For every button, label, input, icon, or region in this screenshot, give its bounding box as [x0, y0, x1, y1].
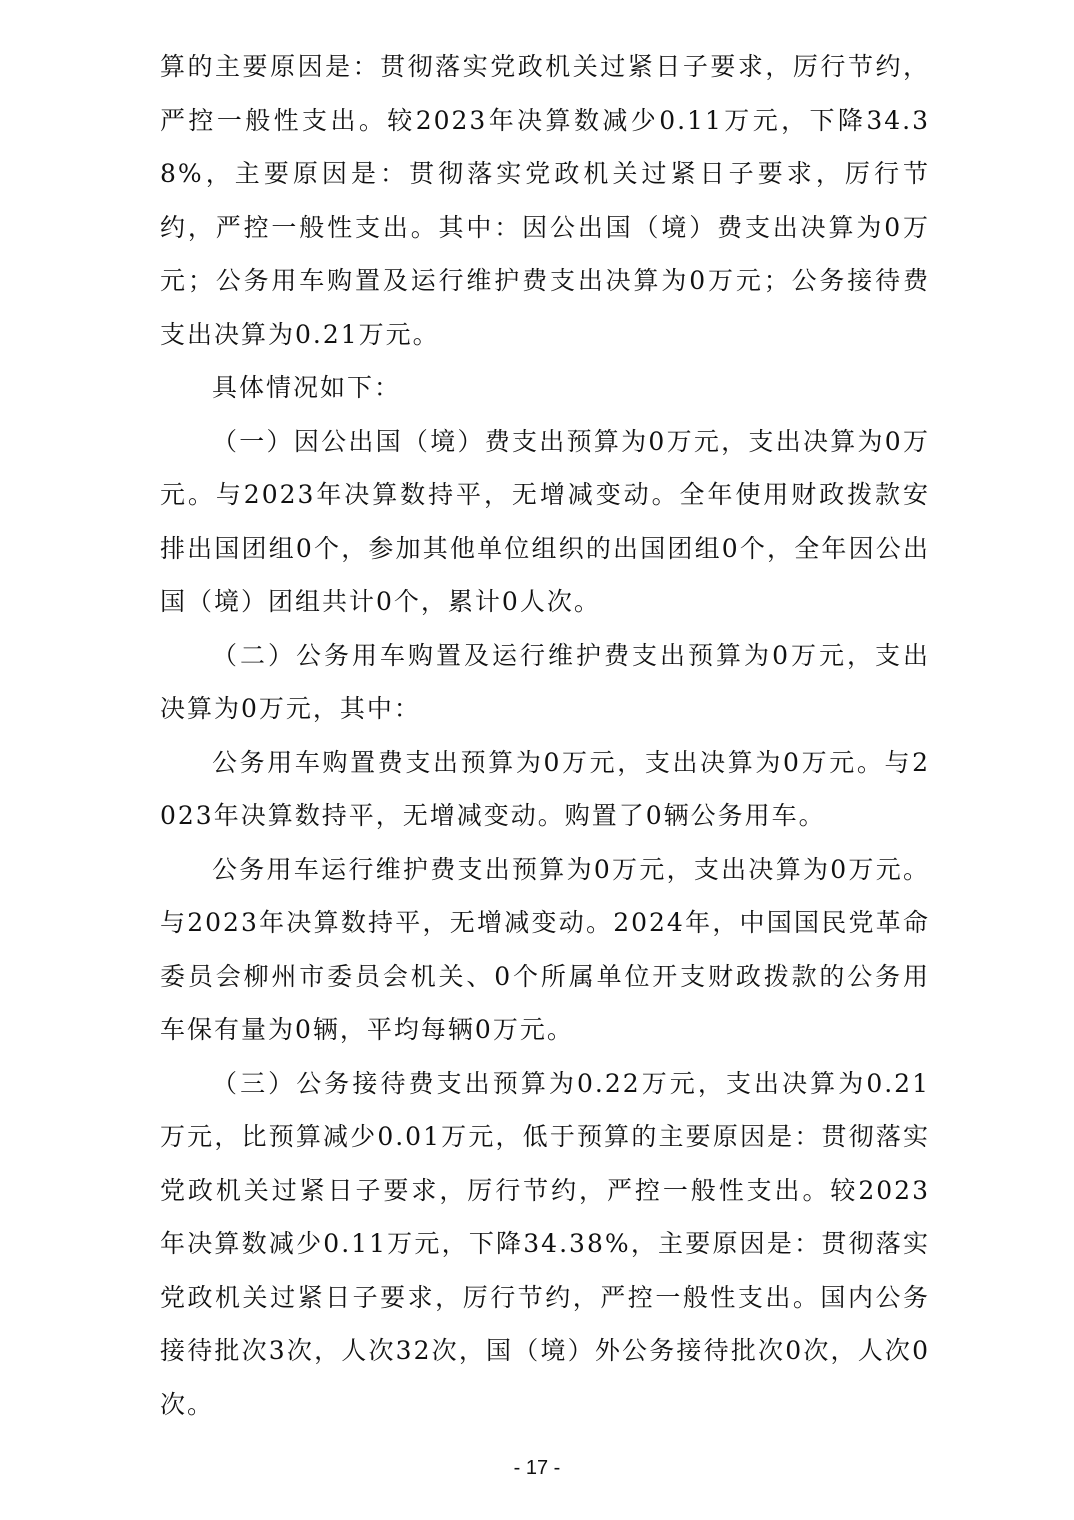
paragraph-details-intro: 具体情况如下： — [212, 373, 402, 402]
page-number: - 17 - — [513, 1457, 561, 1479]
paragraph-continuation: 算的主要原因是：贯彻落实党政机关过紧日子要求，厉行节约，严控一般性支出。较2023年决算数减少0.11万元，下降34.38%，主要原因是：贯彻落实党政机关过紧日子要求，厉行节约，严控一般性支出。其中：因公出国（境）费支出决算为0万元；公务用车购置及运行维护费支出决算为0万元；公务接待费支出决算为0.21万元。 — [160, 52, 930, 349]
paragraph-section-2-operation: 公务用车运行维护费支出预算为0万元，支出决算为0万元。与2023年决算数持平，无增减变动。2024年，中国国民党革命委员会柳州市委员会机关、0个所属单位开支财政拨款的公务用车保有量为0辆，平均每辆0万元。 — [160, 854, 930, 1044]
document-body — [160, 40, 930, 1431]
paragraph-section-2-purchase: 公务用车购置费支出预算为0万元，支出决算为0万元。与2023年决算数持平，无增减变动。购置了0辆公务用车。 — [160, 747, 930, 830]
paragraph-section-2: （二）公务用车购置及运行维护费支出预算为0万元，支出决算为0万元，其中： — [160, 640, 930, 723]
paragraph-section-3: （三）公务接待费支出预算为0.22万元，支出决算为0.21万元，比预算减少0.01万元，低于预算的主要原因是：贯彻落实党政机关过紧日子要求，厉行节约，严控一般性支出。较2023年决算数减少0.11万元，下降34.38%，主要原因是：贯彻落实党政机关过紧日子要求，厉行节约，严控一般性支出。国内公务接待批次3次，人次32次，国（境）外公务接待批次0次，人次0次。 — [160, 1068, 930, 1419]
paragraph-section-1: （一）因公出国（境）费支出预算为0万元，支出决算为0万元。与2023年决算数持平，无增减变动。全年使用财政拨款安排出国团组0个，参加其他单位组织的出国团组0个，全年因公出国（境）团组共计0个，累计0人次。 — [160, 426, 930, 616]
